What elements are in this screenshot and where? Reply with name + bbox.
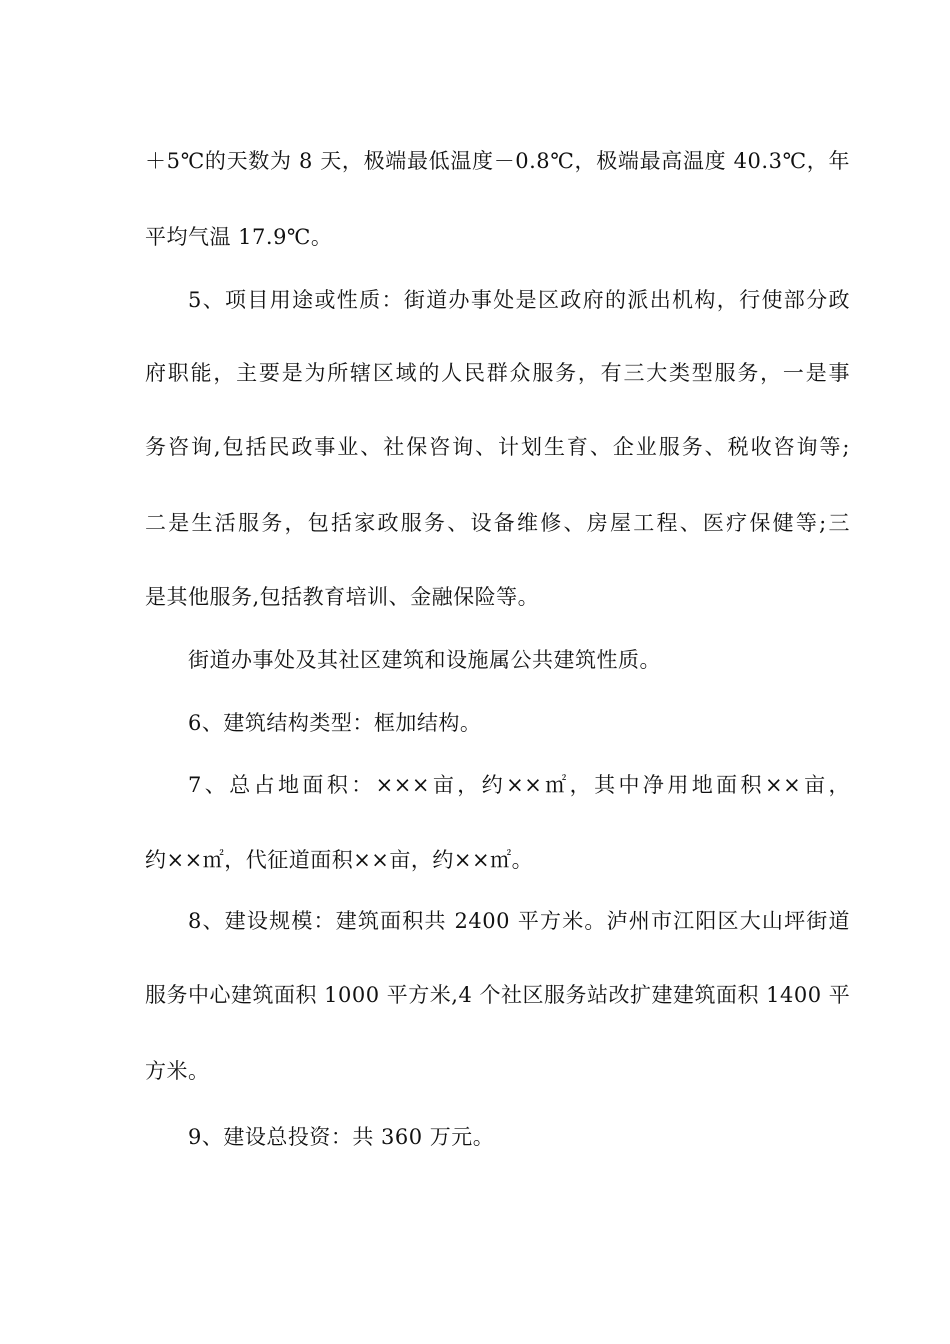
paragraph-line: 二是生活服务，包括家政服务、设备维修、房屋工程、医疗保健等;三 <box>145 511 850 535</box>
paragraph-line: 街道办事处及其社区建筑和设施属公共建筑性质。 <box>188 648 661 672</box>
paragraph-line: 7、总占地面积：×××亩，约××㎡，其中净用地面积××亩， <box>188 773 850 797</box>
paragraph-line: 5、项目用途或性质：街道办事处是区政府的派出机构，行使部分政 <box>188 288 850 312</box>
paragraph-line: 8、建设规模：建筑面积共 2400 平方米。泸州市江阳区大山坪街道 <box>188 909 850 933</box>
paragraph-line: 6、建筑结构类型：框加结构。 <box>188 711 482 735</box>
paragraph-line: 方米。 <box>145 1059 210 1083</box>
paragraph-line: 府职能，主要是为所辖区域的人民群众服务，有三大类型服务，一是事 <box>145 361 850 385</box>
paragraph-line: 务咨询,包括民政事业、社保咨询、计划生育、企业服务、税收咨询等; <box>145 435 850 459</box>
paragraph-line: 是其他服务,包括教育培训、金融保险等。 <box>145 585 540 609</box>
paragraph-line: 9、建设总投资：共 360 万元。 <box>188 1125 495 1149</box>
paragraph-line: 约××㎡，代征道面积××亩，约××㎡。 <box>145 848 534 872</box>
paragraph-line: ＋5℃的天数为 8 天，极端最低温度－0.8℃，极端最高温度 40.3℃，年 <box>145 149 850 173</box>
paragraph-line: 平均气温 17.9℃。 <box>145 225 333 249</box>
paragraph-line: 服务中心建筑面积 1000 平方米,4 个社区服务站改扩建建筑面积 1400 平 <box>145 983 851 1007</box>
